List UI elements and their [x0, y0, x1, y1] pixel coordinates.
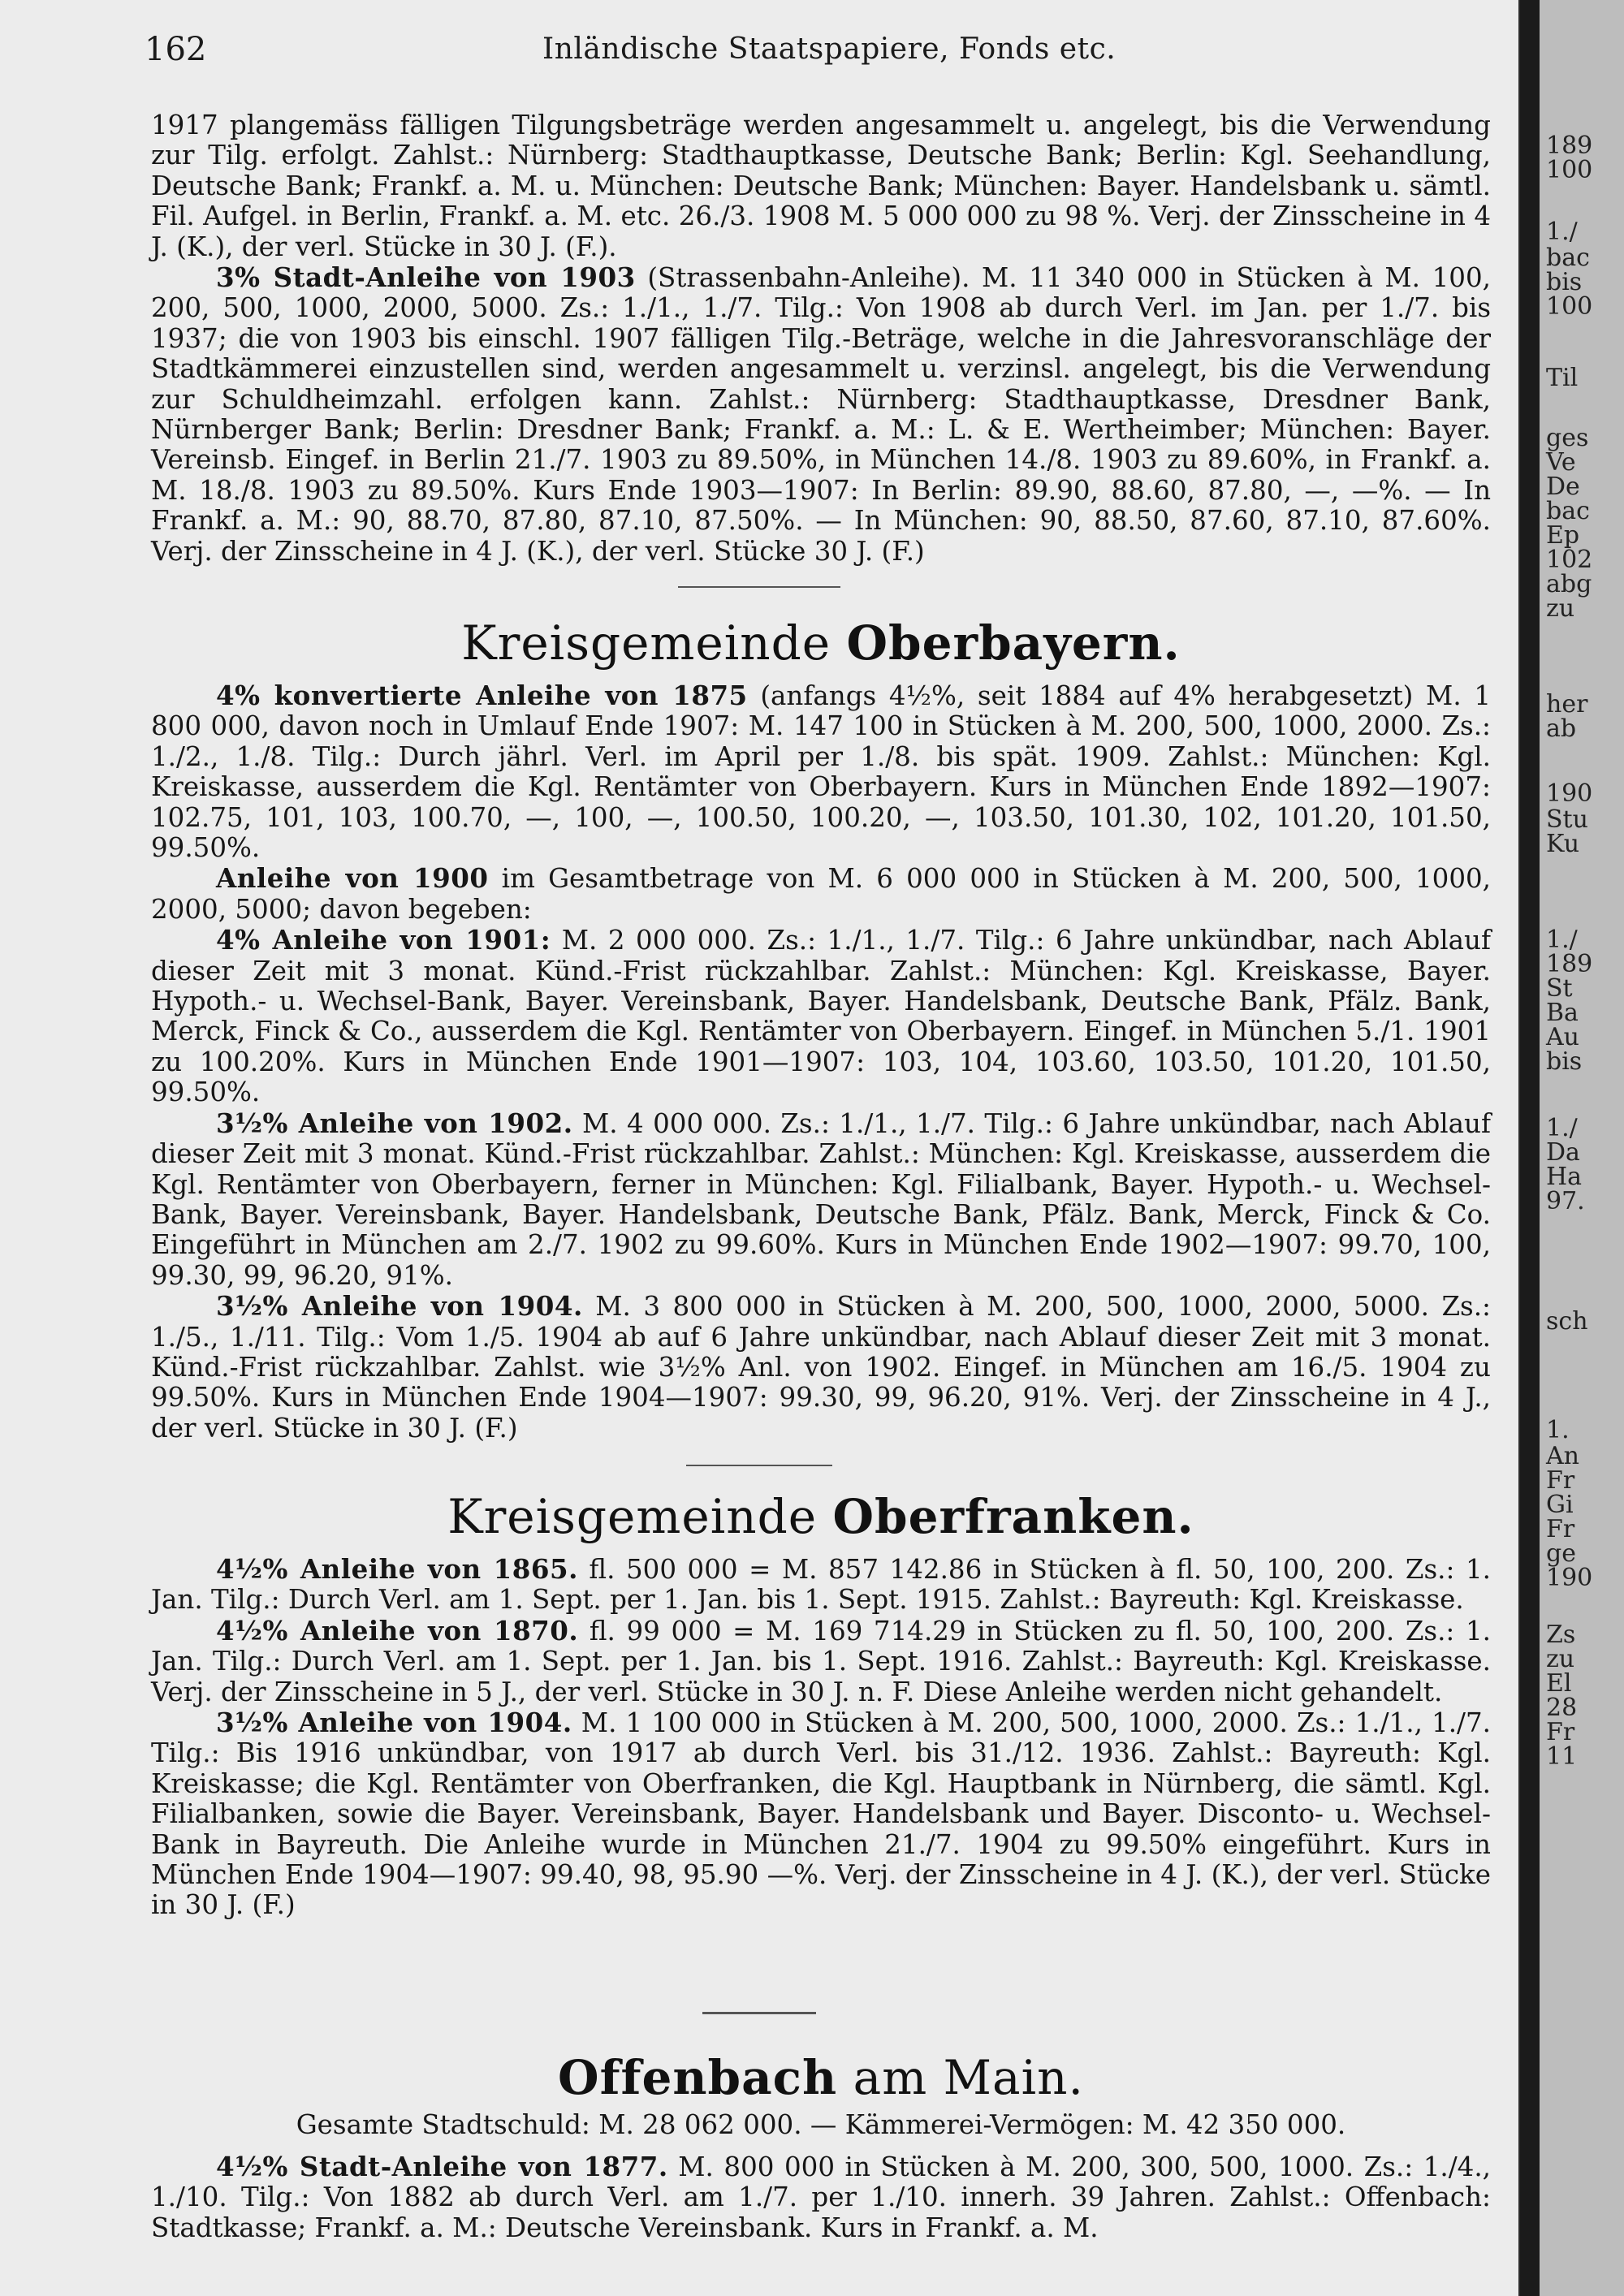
- bond-entry: [151, 1291, 1491, 1444]
- bond-text: M. 800 000 in Stücken à M. 200, 300, 500, 1000. Zs.: 1./4., 1./10. Tilg.: Von 1882 ab durch Verl. am 1./7. per 1./10. innerh. 39 Jahren. Zahlst.: Offenbach: Stadtkasse; Frankf. a. M.: Deutsche Vereinsbank. Kurs in Frankf. a. M.: [151, 2151, 1491, 2243]
- bond-title: 3% Stadt-Anleihe von 1903: [216, 261, 636, 294]
- facing-page-fragment: 1./: [1546, 218, 1578, 246]
- section-divider: [702, 2012, 816, 2014]
- facing-page-fragment: ge: [1546, 1539, 1576, 1568]
- facing-page-fragment: 100: [1546, 156, 1593, 184]
- section-heading-offenbach: [151, 2050, 1491, 2115]
- facing-page-fragment: bis: [1546, 268, 1583, 296]
- facing-page-fragment: 1./: [1546, 1114, 1578, 1142]
- facing-page-fragment: ges: [1546, 424, 1589, 452]
- bond-title: 3½% Anleihe von 1902.: [216, 1107, 573, 1139]
- facing-page-fragment: Ep: [1546, 521, 1580, 550]
- facing-page-fragment: Fr: [1546, 1718, 1575, 1746]
- section-heading-oberbayern: [151, 615, 1491, 680]
- bond-text: (Strassenbahn-Anleihe). M. 11 340 000 in Stücken à M. 100, 200, 500, 1000, 2000, 5000. Zs.: 1./1., 1./7. Tilg.: Von 1908 ab durch Verl. im Jan. per 1./7. bis 1937; die von 1903 bis einschl. 1907 fälligen Tilg.-Beträge, welche in die Jahresvoranschläge der Stadtkämmerei einzustellen sind, werden angesammelt u. verzinsl. angelegt, bis die Verwendung zur Schuldheimzahl. erfolgen kann. Zahlst.: Nürnberg: Stadthauptkasse, Dresdner Bank, Nürnberger Bank; Berlin: Dresdner Bank; Frankf. a. M.: L. & E. Wertheimber; München: Bayer. Vereinsb. Eingef. in Berlin 21./7. 1903 zu 89.50%, in München 14./8. 1903 zu 89.60%, in Frankf. a. M. 18./8. 1903 zu 89.50%. Kurs Ende 1903—1907: In Berlin: 89.90, 88.60, 87.80, —, —%. — In Frankf. a. M.: 90, 88.70, 87.80, 87.10, 87.50%. — In München: 90, 88.50, 87.60, 87.10, 87.60%. Verj. der Zinsscheine in 4 J. (K.), der verl. Stücke 30 J. (F.): [151, 262, 1491, 567]
- facing-page-fragment: Zs: [1546, 1621, 1576, 1649]
- facing-page-fragment: 1.: [1546, 1416, 1570, 1444]
- oberbayern-entries: [151, 680, 1491, 1444]
- facing-page-fragment: bac: [1546, 244, 1590, 272]
- facing-page-fragment: 11: [1546, 1742, 1578, 1771]
- offenbach-summary-row: [151, 2109, 1491, 2142]
- heading-name: Oberbayern.: [846, 615, 1181, 671]
- facing-page-edge: [1540, 0, 1624, 2296]
- bond-entry: [151, 680, 1491, 863]
- facing-page-fragment: zu: [1546, 1645, 1575, 1673]
- heading-prefix: Kreisgemeinde: [461, 615, 831, 671]
- bond-entry: [151, 262, 1491, 567]
- bond-entry: [151, 1616, 1491, 1707]
- facing-page-fragment: ab: [1546, 714, 1577, 743]
- facing-page-fragment: her: [1546, 690, 1588, 719]
- section-divider: [686, 1465, 832, 1466]
- facing-page-fragment: 190: [1546, 1564, 1593, 1592]
- continued-section: [151, 110, 1491, 567]
- bond-text: fl. 99 000 = M. 169 714.29 in Stücken zu fl. 50, 100, 200. Zs.: 1. Jan. Tilg.: Durch Verl. am 1. Sept. per 1. Jan. bis 1. Sept. 1916. Zahlst.: Bayreuth: Kgl. Kreiskasse. Verj. der Zinsscheine in 5 J., der verl. Stücke in 30 J. n. F. Diese Anleihe werden nicht gehandelt.: [151, 1615, 1491, 1707]
- facing-page-fragment: Ha: [1546, 1163, 1583, 1191]
- heading-name: Oberfranken.: [832, 1489, 1194, 1544]
- bond-title: 4½% Anleihe von 1870.: [216, 1614, 579, 1646]
- page-number: 162: [145, 31, 207, 68]
- facing-page-fragment: Ku: [1546, 830, 1580, 858]
- facing-page-fragment: bis: [1546, 1047, 1583, 1076]
- debt-summary: Gesamte Stadtschuld: M. 28 062 000. — Kämmerei-Vermögen: M. 42 350 000.: [296, 2109, 1346, 2140]
- bond-entry: [151, 1108, 1491, 1291]
- facing-page-fragment: 97.: [1546, 1187, 1585, 1215]
- bond-text: fl. 500 000 = M. 857 142.86 in Stücken à fl. 50, 100, 200. Zs.: 1. Jan. Tilg.: Durch Verl. am 1. Sept. per 1. Jan. bis 1. Sept. 1915. Zahlst.: Bayreuth: Kgl. Kreiskasse.: [151, 1554, 1491, 1616]
- facing-page-fragment: Fr: [1546, 1515, 1575, 1543]
- offenbach-entries: [151, 2151, 1491, 2243]
- facing-page-fragment: Fr: [1546, 1466, 1575, 1495]
- bond-entry: [151, 925, 1491, 1107]
- facing-page-fragment: 189: [1546, 950, 1593, 978]
- facing-page-fragment: De: [1546, 473, 1580, 501]
- facing-page-fragment: Gi: [1546, 1491, 1574, 1519]
- facing-page-fragment: 190: [1546, 779, 1593, 808]
- facing-page-fragment: abg: [1546, 570, 1592, 598]
- facing-page-fragment: Stu: [1546, 805, 1588, 834]
- facing-page-fragment: El: [1546, 1669, 1572, 1698]
- facing-page-fragment: 28: [1546, 1694, 1578, 1722]
- bond-text: (anfangs 4½%, seit 1884 auf 4% herabgesetzt) M. 1 800 000, davon noch in Umlauf Ende 1907: M. 147 100 in Stücken à M. 200, 500, 1000, 2000. Zs.: 1./2., 1./8. Tilg.: Durch jährl. Verl. im April per 1./8. bis spät. 1909. Zahlst.: München: Kgl. Kreiskasse, ausserdem die Kgl. Rentämter von Oberbayern. Kurs in München Ende 1892—1907: 102.75, 101, 103, 100.70, —, 100, —, 100.50, 100.20, —, 103.50, 101.30, 102, 101.20, 101.50, 99.50%.: [151, 680, 1492, 864]
- heading-name: Offenbach: [558, 2050, 838, 2105]
- facing-page-fragment: Da: [1546, 1138, 1580, 1167]
- facing-page-fragment: An: [1546, 1442, 1579, 1470]
- facing-page-fragment: Ve: [1546, 448, 1576, 477]
- bond-entry: [151, 1707, 1491, 1921]
- facing-page-fragment: sch: [1546, 1307, 1588, 1336]
- bond-title: 3½% Anleihe von 1904.: [216, 1290, 583, 1323]
- heading-prefix: Kreisgemeinde: [447, 1489, 818, 1544]
- bond-text: M. 3 800 000 in Stücken à M. 200, 500, 1000, 2000, 5000. Zs.: 1./5., 1./11. Tilg.: Vom 1./5. 1904 ab auf 6 Jahre unkündbar, nach Ablauf dieser Zeit mit 3 monat. Künd.-Frist rückzahlbar. Zahlst. wie 3½% Anl. von 1902. Eingef. in München am 16./5. 1904 zu 99.50%. Kurs in München Ende 1904—1907: 99.30, 99, 96.20, 91%. Verj. der Zinsscheine in 4 J., der verl. Stücke in 30 J. (F.): [151, 1291, 1491, 1444]
- book-gutter: [1520, 0, 1624, 2296]
- facing-page-fragment: St: [1546, 974, 1573, 1003]
- bond-title: 4% konvertierte Anleihe von 1875: [216, 680, 748, 711]
- facing-page-fragment: bac: [1546, 497, 1590, 525]
- bond-text: M. 1 100 000 in Stücken à M. 200, 500, 1000, 2000. Zs.: 1./1., 1./7. Tilg.: Bis 1916 unkündbar, von 1917 ab durch Verl. bis 31./12. 1936. Zahlst.: Bayreuth: Kgl. Kreiskasse; die Kgl. Rentämter von Oberfranken, die Kgl. Hauptbank in Nürnberg, die sämtl. Kgl. Filialbanken, sowie die Bayer. Vereinsbank, Bayer. Handelsbank und Bayer. Disconto- u. Wechsel-Bank in Bayreuth. Die Anleihe wurde in München 21./7. 1904 zu 99.50% eingeführt. Kurs in München Ende 1904—1907: 99.40, 98, 95.90 —%. Verj. der Zinsscheine in 4 J. (K.), der verl. Stücke in 30 J. (F.): [151, 1707, 1491, 1921]
- bond-entry: [151, 2151, 1491, 2243]
- oberfranken-entries: [151, 1554, 1491, 1921]
- bond-title: Anleihe von 1900: [216, 862, 489, 895]
- bond-entry: [151, 1554, 1491, 1616]
- continued-paragraph: 1917 plangemäss fälligen Tilgungsbeträge werden angesammelt u. angelegt, bis die Verwendung zur Tilg. erfolgt. Zahlst.: Nürnberg: Stadthauptkasse, Deutsche Bank; Berlin: Kgl. Seehandlung, Deutsche Bank; Frankf. a. M. u. München: Deutsche Bank; München: Bayer. Handelsbank u. sämtl. Fil. Aufgel. in Berlin, Frankf. a. M. etc. 26./3. 1908 M. 5 000 000 zu 98 %. Verj. der Zinsscheine in 4 J. (K.), der verl. Stücke in 30 J. (F.).: [151, 110, 1491, 262]
- bond-title: 4½% Stadt-Anleihe von 1877.: [216, 2151, 668, 2182]
- facing-page-fragment: Til: [1546, 364, 1579, 392]
- section-divider: [678, 586, 840, 588]
- bond-title: 4½% Anleihe von 1865.: [216, 1553, 578, 1585]
- bond-text: im Gesamtbetrage von M. 6 000 000 in Stücken à M. 200, 500, 1000, 2000, 5000; davon begeben:: [151, 863, 1492, 925]
- facing-page-fragment: Ba: [1546, 999, 1579, 1027]
- bond-title: 3½% Anleihe von 1904.: [216, 1707, 572, 1739]
- facing-page-fragment: zu: [1546, 594, 1575, 623]
- running-title: Inländische Staatspapiere, Fonds etc.: [542, 32, 1116, 66]
- bond-title: 4% Anleihe von 1901:: [216, 924, 551, 956]
- bond-text: M. 4 000 000. Zs.: 1./1., 1./7. Tilg.: 6 Jahre unkündbar, nach Ablauf dieser Zeit mit 3 monat. Künd.-Frist rückzahlbar. Zahlst.: München: Kgl. Kreiskasse, ausserdem die Kgl. Rentämter von Oberbayern, ferner in München: Kgl. Filialbank, Bayer. Hypoth.- u. Wechsel-Bank, Bayer. Vereinsbank, Bayer. Handelsbank, Deutsche Bank, Pfälz. Bank, Merck, Finck & Co. Eingeführt in München am 2./7. 1902 zu 99.60%. Kurs in München Ende 1902—1907: 99.70, 100, 99.30, 99, 96.20, 91%.: [151, 1107, 1491, 1291]
- heading-suffix: am Main.: [853, 2050, 1084, 2105]
- facing-page-fragment: 100: [1546, 292, 1593, 321]
- facing-page-fragment: 189: [1546, 132, 1593, 160]
- facing-page-fragment: Au: [1546, 1023, 1579, 1051]
- section-heading-oberfranken: [151, 1489, 1491, 1554]
- bond-entry: [151, 863, 1491, 925]
- facing-page-fragment: 1./: [1546, 926, 1578, 954]
- bond-text: M. 2 000 000. Zs.: 1./1., 1./7. Tilg.: 6 Jahre unkündbar, nach Ablauf dieser Zeit mit 3 monat. Künd.-Frist rückzahlbar. Zahlst.: München: Kgl. Kreiskasse, Bayer. Hypoth.- u. Wechsel-Bank, Bayer. Vereinsbank, Bayer. Handelsbank, Deutsche Bank, Pfälz. Bank, Merck, Finck & Co., ausserdem die Kgl. Rentämter von Oberbayern. Eingef. in München 5./1. 1901 zu 100.20%. Kurs in München Ende 1901—1907: 103, 104, 103.60, 103.50, 101.20, 101.50, 99.50%.: [151, 925, 1491, 1108]
- facing-page-fragment: 102: [1546, 546, 1593, 574]
